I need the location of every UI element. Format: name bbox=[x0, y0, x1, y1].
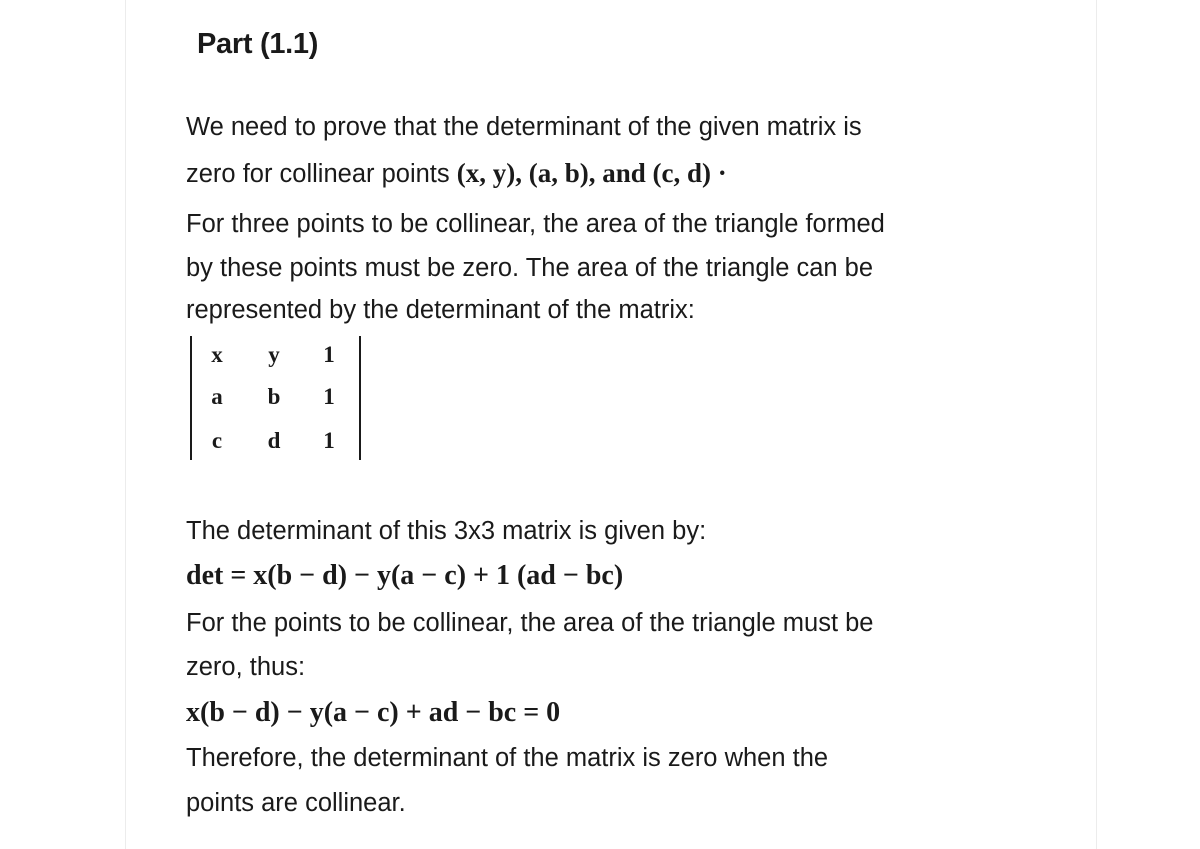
collinear-line-1: For the points to be collinear, the area of the triangle must be bbox=[186, 609, 874, 637]
points-list-math: (x, y), (a, b), and (c, d) bbox=[456, 158, 711, 188]
matrix-cell: 1 bbox=[323, 342, 335, 367]
intro-line-1: We need to prove that the determinant of the given matrix is bbox=[186, 113, 862, 141]
collinear-line-2: zero, thus: bbox=[186, 653, 306, 681]
det-formula: det = x(b − d) − y(a − c) + 1 (ad − bc) bbox=[186, 560, 624, 591]
matrix-cell: d bbox=[267, 428, 281, 453]
matrix-cell: b bbox=[267, 384, 281, 409]
matrix-cell: 1 bbox=[323, 384, 335, 409]
intro-line-2-end: · bbox=[710, 158, 727, 188]
intro-line-3: For three points to be collinear, the area of the triangle formed bbox=[186, 210, 885, 238]
matrix-cell: 1 bbox=[323, 428, 335, 453]
matrix-cell: c bbox=[211, 428, 223, 453]
determinant-matrix bbox=[190, 336, 361, 460]
det-intro: The determinant of this 3x3 matrix is given by: bbox=[186, 517, 707, 545]
matrix-cell: x bbox=[211, 342, 223, 367]
conclusion-line-2: points are collinear. bbox=[186, 789, 406, 817]
intro-line-4: by these points must be zero. The area of the triangle can be bbox=[186, 254, 874, 282]
page-title: Part (1.1) bbox=[197, 28, 319, 60]
intro-line-2-text: zero for collinear points bbox=[186, 160, 457, 188]
conclusion-line-1: Therefore, the determinant of the matrix is zero when the bbox=[186, 744, 829, 772]
intro-line-2 bbox=[186, 158, 727, 189]
matrix-cell: y bbox=[268, 342, 280, 367]
intro-line-5: represented by the determinant of the matrix: bbox=[186, 296, 695, 324]
collinear-equation: x(b − d) − y(a − c) + ad − bc = 0 bbox=[186, 697, 561, 728]
matrix-cell: a bbox=[211, 384, 223, 409]
